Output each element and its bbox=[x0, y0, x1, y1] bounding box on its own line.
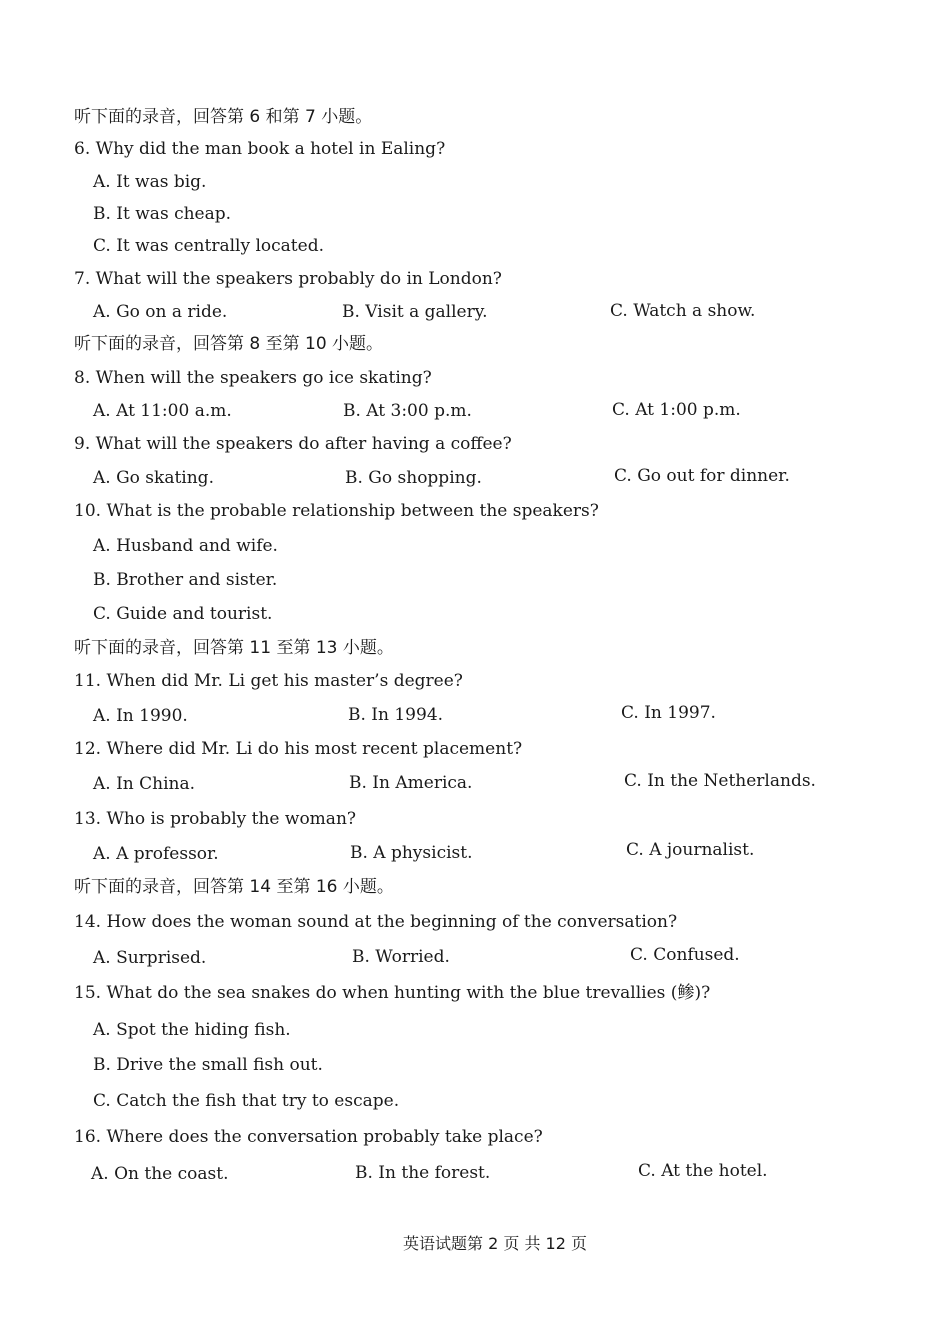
q11-option-b: B. In 1994. bbox=[348, 705, 444, 725]
q14-option-b: B. Worried. bbox=[352, 947, 450, 967]
question-8: 8. When will the speakers go ice skating? bbox=[74, 368, 432, 388]
q6-option-b: B. It was cheap. bbox=[93, 204, 232, 224]
section-instruction: 听下面的录音，回答第 11 至第 13 小题。 bbox=[74, 638, 394, 658]
q8-option-a: A. At 11:00 a.m. bbox=[93, 401, 232, 421]
q14-option-c: C. Confused. bbox=[630, 945, 740, 965]
q9-option-b: B. Go shopping. bbox=[345, 468, 482, 488]
q15-option-c: C. Catch the fish that try to escape. bbox=[93, 1091, 400, 1111]
question-16: 16. Where does the conversation probably take place? bbox=[74, 1127, 543, 1147]
question-11: 11. When did Mr. Li get his master’s degree? bbox=[74, 671, 463, 691]
q13-option-a: A. A professor. bbox=[93, 844, 219, 864]
section-instruction: 听下面的录音，回答第 8 至第 10 小题。 bbox=[74, 334, 384, 354]
q16-option-c: C. At the hotel. bbox=[638, 1161, 768, 1181]
q12-option-a: A. In China. bbox=[93, 774, 196, 794]
q16-option-a: A. On the coast. bbox=[91, 1164, 229, 1184]
q10-option-c: C. Guide and tourist. bbox=[93, 604, 273, 624]
question-15: 15. What do the sea snakes do when hunting with the blue trevallies (鲹)? bbox=[74, 983, 711, 1003]
q10-option-a: A. Husband and wife. bbox=[93, 536, 278, 556]
q12-option-c: C. In the Netherlands. bbox=[624, 771, 816, 791]
q7-option-c: C. Watch a show. bbox=[610, 301, 756, 321]
question-7: 7. What will the speakers probably do in London? bbox=[74, 269, 502, 289]
q15-option-a: A. Spot the hiding fish. bbox=[93, 1020, 291, 1040]
q16-option-b: B. In the forest. bbox=[355, 1163, 491, 1183]
q6-option-a: A. It was big. bbox=[93, 172, 207, 192]
q13-option-b: B. A physicist. bbox=[350, 843, 473, 863]
q7-option-a: A. Go on a ride. bbox=[93, 302, 228, 322]
question-6: 6. Why did the man book a hotel in Ealing? bbox=[74, 139, 446, 159]
q9-option-a: A. Go skating. bbox=[93, 468, 214, 488]
q6-option-c: C. It was centrally located. bbox=[93, 236, 324, 256]
question-13: 13. Who is probably the woman? bbox=[74, 809, 357, 829]
question-12: 12. Where did Mr. Li do his most recent placement? bbox=[74, 739, 523, 759]
q15-option-b: B. Drive the small fish out. bbox=[93, 1055, 323, 1075]
page-footer: 英语试题第 2 页 共 12 页 bbox=[403, 1234, 587, 1253]
q13-option-c: C. A journalist. bbox=[626, 840, 755, 860]
q11-option-c: C. In 1997. bbox=[621, 703, 716, 723]
question-9: 9. What will the speakers do after having a coffee? bbox=[74, 434, 512, 454]
q12-option-b: B. In America. bbox=[349, 773, 473, 793]
q9-option-c: C. Go out for dinner. bbox=[614, 466, 790, 486]
section-instruction: 听下面的录音，回答第 6 和第 7 小题。 bbox=[74, 107, 373, 127]
q14-option-a: A. Surprised. bbox=[93, 948, 207, 968]
section-instruction: 听下面的录音，回答第 14 至第 16 小题。 bbox=[74, 877, 394, 897]
q8-option-c: C. At 1:00 p.m. bbox=[612, 400, 741, 420]
question-10: 10. What is the probable relationship between the speakers? bbox=[74, 501, 599, 521]
q7-option-b: B. Visit a gallery. bbox=[342, 302, 488, 322]
q11-option-a: A. In 1990. bbox=[93, 706, 188, 726]
question-14: 14. How does the woman sound at the beginning of the conversation? bbox=[74, 912, 678, 932]
q8-option-b: B. At 3:00 p.m. bbox=[343, 401, 472, 421]
q10-option-b: B. Brother and sister. bbox=[93, 570, 278, 590]
